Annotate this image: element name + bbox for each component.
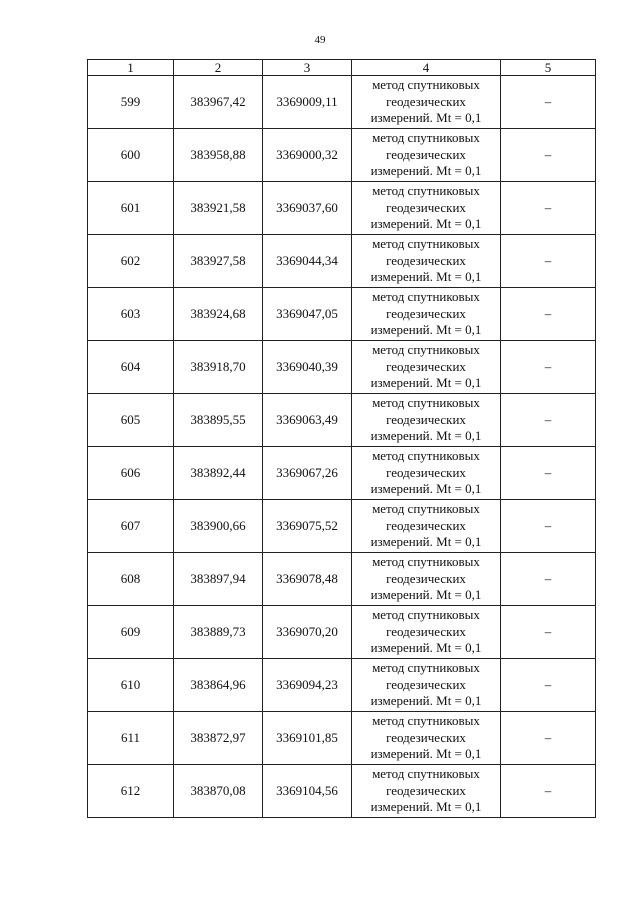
method-line-3: измерений. Mt = 0,1 [370, 693, 482, 709]
coordinate-x: 383921,58 [174, 182, 263, 235]
method-line-2: геодезических [386, 517, 466, 533]
method-description [352, 129, 501, 182]
coordinate-y: 3369070,20 [263, 606, 352, 659]
coordinate-x: 383895,55 [174, 394, 263, 447]
method-description [352, 500, 501, 553]
table-row [88, 712, 596, 765]
notes-cell: – [501, 553, 596, 606]
point-number: 606 [88, 447, 174, 500]
coordinate-x: 383900,66 [174, 500, 263, 553]
method-line-2: геодезических [386, 729, 466, 745]
point-number: 612 [88, 765, 174, 818]
coordinate-x: 383870,08 [174, 765, 263, 818]
method-description [352, 288, 501, 341]
point-number: 599 [88, 76, 174, 129]
table-row [88, 341, 596, 394]
coordinate-x: 383918,70 [174, 341, 263, 394]
method-line-3: измерений. Mt = 0,1 [370, 428, 482, 444]
point-number: 609 [88, 606, 174, 659]
method-line-1: метод спутниковых [372, 130, 480, 146]
method-line-2: геодезических [386, 676, 466, 692]
method-description [352, 659, 501, 712]
coordinate-y: 3369009,11 [263, 76, 352, 129]
method-description [352, 182, 501, 235]
column-header-1: 1 [88, 60, 174, 76]
column-header-4: 4 [352, 60, 501, 76]
method-line-3: измерений. Mt = 0,1 [370, 481, 482, 497]
table-row [88, 553, 596, 606]
table-header-row [88, 60, 596, 76]
table-row [88, 235, 596, 288]
coordinate-x: 383897,94 [174, 553, 263, 606]
method-line-2: геодезических [386, 199, 466, 215]
notes-cell: – [501, 447, 596, 500]
method-line-3: измерений. Mt = 0,1 [370, 269, 482, 285]
notes-cell: – [501, 182, 596, 235]
method-line-2: геодезических [386, 93, 466, 109]
coordinate-y: 3369104,56 [263, 765, 352, 818]
coordinate-y: 3369040,39 [263, 341, 352, 394]
coordinate-y: 3369067,26 [263, 447, 352, 500]
method-line-2: геодезических [386, 252, 466, 268]
method-description [352, 712, 501, 765]
method-line-1: метод спутниковых [372, 713, 480, 729]
coordinate-y: 3369000,32 [263, 129, 352, 182]
method-line-1: метод спутниковых [372, 660, 480, 676]
column-header-5: 5 [501, 60, 596, 76]
method-line-1: метод спутниковых [372, 448, 480, 464]
coordinate-y: 3369047,05 [263, 288, 352, 341]
coordinate-x: 383864,96 [174, 659, 263, 712]
notes-cell: – [501, 76, 596, 129]
method-line-2: геодезических [386, 358, 466, 374]
table-row [88, 129, 596, 182]
notes-cell: – [501, 288, 596, 341]
method-line-1: метод спутниковых [372, 236, 480, 252]
method-line-2: геодезических [386, 305, 466, 321]
point-number: 605 [88, 394, 174, 447]
method-line-1: метод спутниковых [372, 77, 480, 93]
method-description [352, 394, 501, 447]
method-line-2: геодезических [386, 411, 466, 427]
table-row [88, 76, 596, 129]
coordinate-y: 3369101,85 [263, 712, 352, 765]
point-number: 608 [88, 553, 174, 606]
method-line-3: измерений. Mt = 0,1 [370, 163, 482, 179]
method-line-2: геодезических [386, 570, 466, 586]
table-row [88, 500, 596, 553]
coordinate-y: 3369075,52 [263, 500, 352, 553]
notes-cell: – [501, 394, 596, 447]
notes-cell: – [501, 341, 596, 394]
notes-cell: – [501, 606, 596, 659]
point-number: 607 [88, 500, 174, 553]
coordinate-y: 3369063,49 [263, 394, 352, 447]
coordinate-x: 383889,73 [174, 606, 263, 659]
method-line-1: метод спутниковых [372, 342, 480, 358]
point-number: 600 [88, 129, 174, 182]
table-row [88, 394, 596, 447]
table-row [88, 288, 596, 341]
method-description [352, 447, 501, 500]
coordinate-x: 383927,58 [174, 235, 263, 288]
method-line-3: измерений. Mt = 0,1 [370, 587, 482, 603]
coordinates-table [87, 59, 596, 818]
method-line-2: геодезических [386, 623, 466, 639]
notes-cell: – [501, 500, 596, 553]
coordinate-y: 3369037,60 [263, 182, 352, 235]
method-line-3: измерений. Mt = 0,1 [370, 640, 482, 656]
table-row [88, 659, 596, 712]
table-row [88, 765, 596, 818]
coordinate-x: 383892,44 [174, 447, 263, 500]
method-line-1: метод спутниковых [372, 501, 480, 517]
method-line-1: метод спутниковых [372, 766, 480, 782]
column-header-2: 2 [174, 60, 263, 76]
coordinate-x: 383872,97 [174, 712, 263, 765]
method-description [352, 235, 501, 288]
coordinate-x: 383924,68 [174, 288, 263, 341]
method-line-1: метод спутниковых [372, 554, 480, 570]
coordinate-x: 383967,42 [174, 76, 263, 129]
method-line-3: измерений. Mt = 0,1 [370, 534, 482, 550]
method-line-1: метод спутниковых [372, 607, 480, 623]
method-line-1: метод спутниковых [372, 183, 480, 199]
page-number: 49 [314, 34, 326, 46]
coordinate-y: 3369044,34 [263, 235, 352, 288]
method-line-3: измерений. Mt = 0,1 [370, 322, 482, 338]
table-row [88, 606, 596, 659]
point-number: 602 [88, 235, 174, 288]
method-line-3: измерений. Mt = 0,1 [370, 799, 482, 815]
notes-cell: – [501, 235, 596, 288]
notes-cell: – [501, 129, 596, 182]
coordinate-y: 3369094,23 [263, 659, 352, 712]
method-line-3: измерений. Mt = 0,1 [370, 110, 482, 126]
point-number: 601 [88, 182, 174, 235]
method-description [352, 765, 501, 818]
method-line-1: метод спутниковых [372, 289, 480, 305]
notes-cell: – [501, 659, 596, 712]
method-line-2: геодезических [386, 464, 466, 480]
notes-cell: – [501, 712, 596, 765]
method-line-3: измерений. Mt = 0,1 [370, 216, 482, 232]
table-row [88, 182, 596, 235]
method-line-1: метод спутниковых [372, 395, 480, 411]
method-description [352, 341, 501, 394]
point-number: 604 [88, 341, 174, 394]
method-line-2: геодезических [386, 146, 466, 162]
method-description [352, 76, 501, 129]
table-row [88, 447, 596, 500]
point-number: 603 [88, 288, 174, 341]
column-header-3: 3 [263, 60, 352, 76]
notes-cell: – [501, 765, 596, 818]
method-line-3: измерений. Mt = 0,1 [370, 375, 482, 391]
method-line-3: измерений. Mt = 0,1 [370, 746, 482, 762]
method-line-2: геодезических [386, 782, 466, 798]
method-description [352, 606, 501, 659]
point-number: 610 [88, 659, 174, 712]
coordinate-x: 383958,88 [174, 129, 263, 182]
point-number: 611 [88, 712, 174, 765]
coordinate-y: 3369078,48 [263, 553, 352, 606]
method-description [352, 553, 501, 606]
